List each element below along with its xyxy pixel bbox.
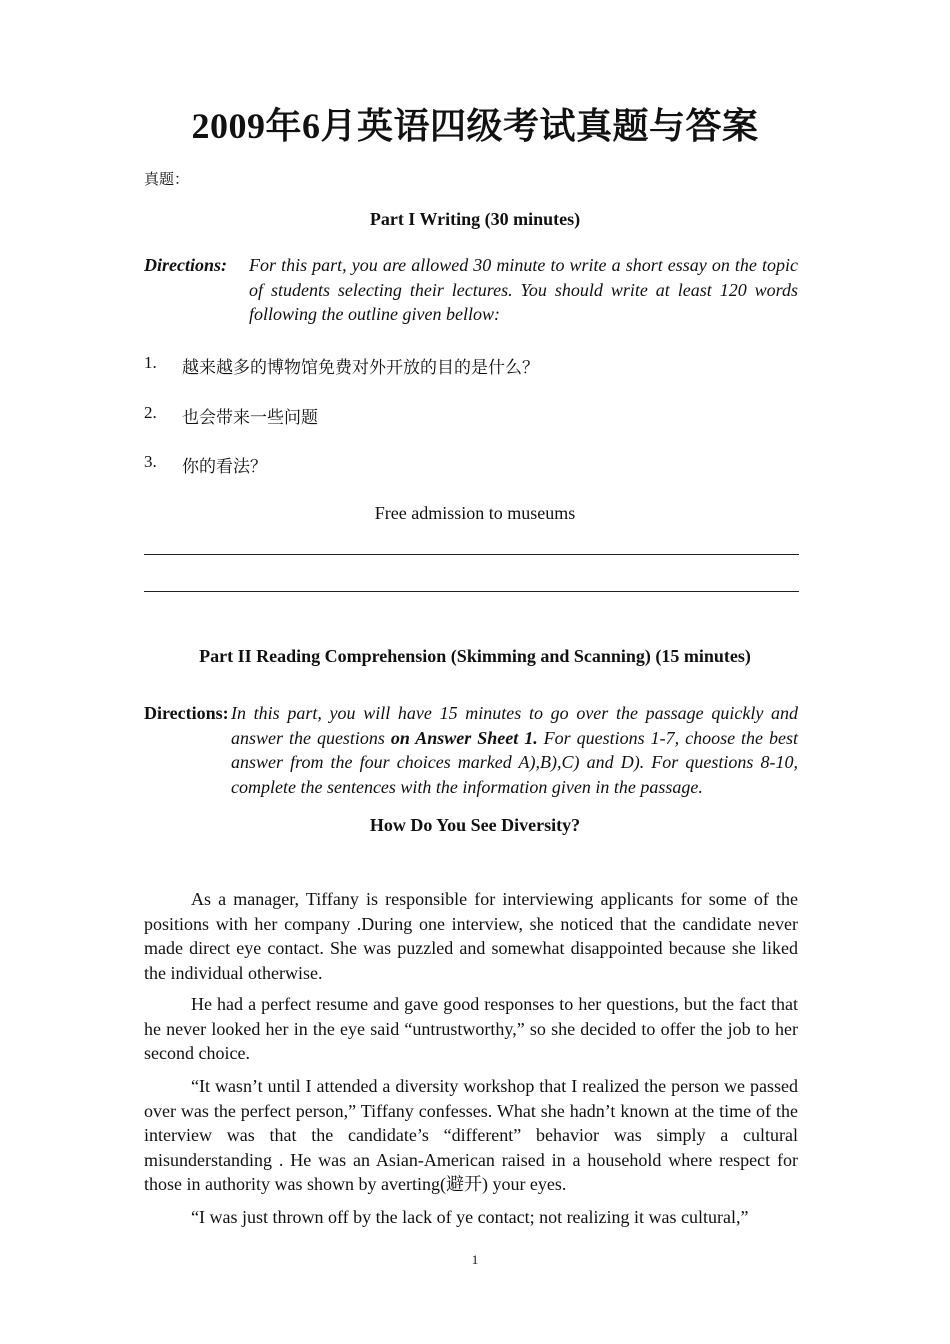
passage-title: How Do You See Diversity? [369,815,581,835]
directions-text [231,701,798,799]
essay-title: Free admission to museums [374,503,576,523]
passage-paragraph: As a manager, Tiffany is responsible for interviewing applicants for some of the positions with her company .During one interview, she noticed that the candidate never made direct eye contact. She was puzzled and somewhat disappointed because she liked the individual otherwise. [144,889,798,983]
outline-number: 2. [144,403,157,422]
outline-text: 越来越多的博物馆免费对外开放的目的是什么？ [182,358,539,377]
outline-text: 也会带来一些问题 [182,408,318,427]
directions-label: Directions: [144,255,227,275]
passage-paragraph: He had a perfect resume and gave good responses to her questions, but the fact that he never looked her in the eye said “untrustworthy,” so she decided to offer the job to her second choice. [144,994,798,1063]
passage-paragraph: “It wasn’t until I attended a diversity workshop that I realized the person we passed over was the perfect person,” Tiffany confesses. What she hadn’t known at the time of the interview was that the candidate’s “different” behavior was simply a cultural misunderstanding . He was an Asian-American raised in a household where respect for those in authority was shown by averting(避开) your eyes. [144,1076,798,1194]
writing-line [144,591,799,592]
directions-label: Directions: [144,703,229,723]
part1-directions [144,253,798,327]
outline-text: 你的看法？ [182,457,267,476]
part2-heading: Part II Reading Comprehension (Skimming and Scanning) (15 minutes) [199,646,751,666]
part2-directions [144,701,798,799]
directions-text: For this part, you are allowed 30 minute to write a short essay on the topic of students selecting their lectures. You should write at least 120 words following the outline given bellow: [249,255,798,324]
passage-paragraph: “I was just thrown off by the lack of ye contact; not realizing it was cultural,” [191,1207,749,1227]
answer-sheet-emphasis: on Answer Sheet 1. [390,727,538,748]
part1-heading: Part I Writing (30 minutes) [369,209,581,229]
outline-number: 3. [144,452,157,471]
writing-line [144,554,799,555]
page-title: 2009年6月英语四级考试真题与答案 [191,106,759,146]
page-number: 1 [471,1252,479,1267]
outline-number: 1. [144,353,157,372]
directions-text-part: In this part, you will have 15 minutes to go over the passage quickly and answer the questions [231,703,798,748]
section-label: 真题： [144,172,190,188]
directions-text-part: For questions 1-7, choose the best answer from the four choices marked A),B),C) and D). For questions 8-10, complete the sentences with the information given in the passage. [231,727,798,797]
